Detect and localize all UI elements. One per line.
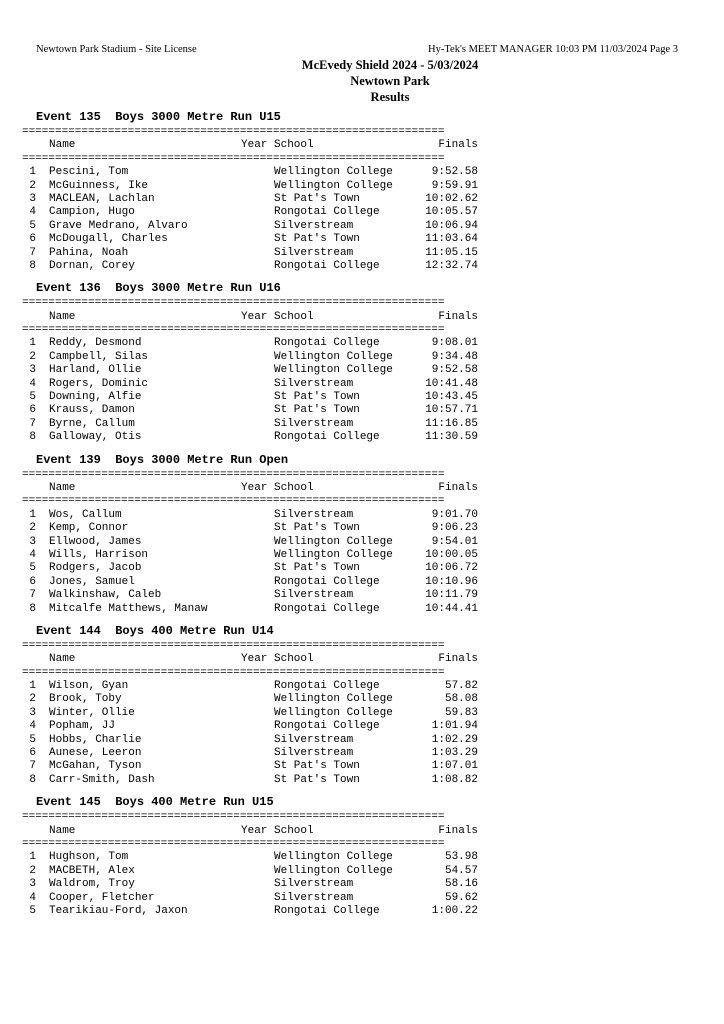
result-row	[22, 193, 478, 206]
result-row	[22, 576, 478, 589]
place: 1	[29, 851, 36, 864]
place: 8	[29, 602, 36, 615]
school: St Pat's Town	[274, 522, 360, 535]
school: St Pat's Town	[274, 233, 360, 246]
final-time: 1:07.01	[431, 760, 478, 773]
final-time: 1:08.82	[431, 773, 478, 786]
final-time: 11:30.59	[425, 431, 478, 444]
athlete-name: Popham, JJ	[49, 720, 116, 733]
school: Wellington College	[274, 179, 393, 192]
school: Silverstream	[274, 417, 354, 430]
place: 6	[29, 575, 36, 588]
year-header: Year	[241, 653, 268, 666]
result-row	[22, 206, 478, 219]
athlete-name: Waldrom, Troy	[49, 878, 135, 891]
name-header: Name	[49, 653, 76, 666]
result-row	[22, 431, 478, 444]
final-time: 10:57.71	[425, 404, 478, 417]
school: Rongotai College	[274, 259, 380, 272]
place: 1	[29, 680, 36, 693]
athlete-name: Pahina, Noah	[49, 246, 129, 259]
result-row	[22, 720, 478, 733]
athlete-name: Downing, Alfie	[49, 391, 142, 404]
result-row	[22, 166, 478, 179]
school: Silverstream	[274, 246, 354, 259]
year-header: Year	[241, 310, 268, 323]
column-header-row	[22, 653, 478, 666]
place: 1	[29, 166, 36, 179]
event-section	[22, 445, 478, 616]
separator-line: ================================================================	[22, 811, 445, 824]
school: Rongotai College	[274, 337, 380, 350]
separator-line: ================================================================	[22, 152, 445, 165]
athlete-name: Campion, Hugo	[49, 206, 135, 219]
school: Wellington College	[274, 693, 393, 706]
result-row	[22, 536, 478, 549]
venue-title: Newtown Park	[350, 74, 430, 88]
athlete-name: Rodgers, Jacob	[49, 562, 142, 575]
result-row	[22, 760, 478, 773]
final-time: 9:52.58	[431, 364, 478, 377]
final-time: 10:43.45	[425, 391, 478, 404]
place: 5	[29, 733, 36, 746]
athlete-name: Rogers, Dominic	[49, 377, 149, 390]
place: 2	[29, 522, 36, 535]
result-row	[22, 233, 478, 246]
school: Wellington College	[274, 364, 393, 377]
final-time: 1:00.22	[431, 904, 478, 917]
event-section	[22, 616, 478, 787]
place: 7	[29, 760, 36, 773]
place: 2	[29, 693, 36, 706]
final-time: 9:52.58	[431, 166, 478, 179]
result-row	[22, 734, 478, 747]
event-section	[22, 787, 478, 918]
event-title: Event 139 Boys 3000 Metre Run Open	[36, 452, 289, 467]
result-row	[22, 260, 478, 273]
place: 7	[29, 246, 36, 259]
school-header: School	[274, 481, 314, 494]
place: 3	[29, 364, 36, 377]
final-time: 59.83	[444, 706, 478, 719]
final-time: 10:02.62	[425, 192, 478, 205]
school-header: School	[274, 824, 314, 837]
column-header-row	[22, 139, 478, 152]
result-row	[22, 680, 478, 693]
school: Rongotai College	[274, 206, 380, 219]
school-header: School	[274, 653, 314, 666]
place: 4	[29, 720, 36, 733]
place: 7	[29, 589, 36, 602]
year-header: Year	[241, 824, 268, 837]
athlete-name: Carr-Smith, Dash	[49, 773, 155, 786]
final-time: 11:16.85	[425, 417, 478, 430]
finals-header: Finals	[438, 653, 478, 666]
school: St Pat's Town	[274, 760, 360, 773]
finals-header: Finals	[438, 310, 478, 323]
school: Silverstream	[274, 878, 354, 891]
final-time: 10:11.79	[425, 589, 478, 602]
athlete-name: Winter, Ollie	[49, 706, 135, 719]
name-header: Name	[49, 310, 76, 323]
athlete-name: Wills, Harrison	[49, 548, 149, 561]
athlete-name: Dornan, Corey	[49, 259, 135, 272]
place: 5	[29, 562, 36, 575]
athlete-name: Hughson, Tom	[49, 851, 129, 864]
result-row	[22, 351, 478, 364]
school: St Pat's Town	[274, 391, 360, 404]
result-row	[22, 404, 478, 417]
final-time: 58.16	[444, 878, 478, 891]
place: 1	[29, 508, 36, 521]
result-row	[22, 247, 478, 260]
separator-line: ================================================================	[22, 837, 445, 850]
athlete-name: Byrne, Callum	[49, 417, 135, 430]
column-header-row	[22, 825, 478, 838]
meet-title: McEvedy Shield 2024 - 5/03/2024	[301, 58, 479, 72]
place: 5	[29, 219, 36, 232]
athlete-name: Wos, Callum	[49, 508, 122, 521]
finals-header: Finals	[438, 139, 478, 152]
result-row	[22, 693, 478, 706]
athlete-name: Walkinshaw, Caleb	[49, 589, 162, 602]
school-header: School	[274, 310, 314, 323]
school: Wellington College	[274, 535, 393, 548]
school: Wellington College	[274, 864, 393, 877]
place: 8	[29, 431, 36, 444]
separator-line: ================================================================	[22, 495, 445, 508]
place: 3	[29, 192, 36, 205]
event-section	[22, 273, 478, 444]
school: Wellington College	[274, 706, 393, 719]
result-row	[22, 509, 478, 522]
place: 3	[29, 706, 36, 719]
result-row	[22, 774, 478, 787]
place: 6	[29, 747, 36, 760]
athlete-name: Grave Medrano, Alvaro	[49, 219, 188, 232]
separator-line: ================================================================	[22, 324, 445, 337]
name-header: Name	[49, 824, 76, 837]
result-row	[22, 418, 478, 431]
place: 3	[29, 535, 36, 548]
result-row	[22, 905, 478, 918]
finals-header: Finals	[438, 481, 478, 494]
year-header: Year	[241, 481, 268, 494]
meet-manager-header: Hy-Tek's MEET MANAGER 10:03 PM 11/03/2024 Page 3	[428, 44, 678, 55]
school: Rongotai College	[274, 431, 380, 444]
final-time: 10:41.48	[425, 377, 478, 390]
athlete-name: Ellwood, James	[49, 535, 142, 548]
place: 6	[29, 404, 36, 417]
school: Rongotai College	[274, 720, 380, 733]
athlete-name: Kemp, Connor	[49, 522, 129, 535]
separator-line: ================================================================	[22, 639, 445, 652]
name-header: Name	[49, 139, 76, 152]
final-time: 10:00.05	[425, 548, 478, 561]
result-row	[22, 851, 478, 864]
school-header: School	[274, 139, 314, 152]
school: St Pat's Town	[274, 404, 360, 417]
results-title: Results	[370, 90, 410, 104]
athlete-name: Hobbs, Charlie	[49, 733, 142, 746]
event-title: Event 144 Boys 400 Metre Run U14	[36, 623, 274, 638]
place: 5	[29, 391, 36, 404]
school: Wellington College	[274, 166, 393, 179]
final-time: 10:06.72	[425, 562, 478, 575]
final-time: 53.98	[444, 851, 478, 864]
final-time: 1:01.94	[431, 720, 478, 733]
school: Rongotai College	[274, 575, 380, 588]
school: Rongotai College	[274, 602, 380, 615]
place: 4	[29, 548, 36, 561]
separator-line: ================================================================	[22, 666, 445, 679]
final-time: 9:06.23	[431, 522, 478, 535]
final-time: 1:02.29	[431, 733, 478, 746]
final-time: 9:01.70	[431, 508, 478, 521]
result-row	[22, 892, 478, 905]
result-row	[22, 220, 478, 233]
final-time: 9:59.91	[431, 179, 478, 192]
athlete-name: MACBETH, Alex	[49, 864, 135, 877]
school: Silverstream	[274, 377, 354, 390]
result-row	[22, 180, 478, 193]
column-header-row	[22, 482, 478, 495]
final-time: 11:03.64	[425, 233, 478, 246]
place: 4	[29, 891, 36, 904]
place: 8	[29, 259, 36, 272]
athlete-name: Cooper, Fletcher	[49, 891, 155, 904]
final-time: 9:54.01	[431, 535, 478, 548]
result-row	[22, 337, 478, 350]
school: Rongotai College	[274, 680, 380, 693]
school: Silverstream	[274, 891, 354, 904]
year-header: Year	[241, 139, 268, 152]
final-time: 57.82	[444, 680, 478, 693]
school: Silverstream	[274, 508, 354, 521]
school: Silverstream	[274, 733, 354, 746]
school: Silverstream	[274, 219, 354, 232]
place: 2	[29, 179, 36, 192]
final-time: 58.08	[444, 693, 478, 706]
place: 5	[29, 904, 36, 917]
final-time: 11:05.15	[425, 246, 478, 259]
place: 4	[29, 206, 36, 219]
athlete-name: Jones, Samuel	[49, 575, 135, 588]
event-title: Event 136 Boys 3000 Metre Run U16	[36, 281, 281, 296]
athlete-name: Pescini, Tom	[49, 166, 129, 179]
result-row	[22, 378, 478, 391]
place: 1	[29, 337, 36, 350]
athlete-name: Campbell, Silas	[49, 350, 149, 363]
final-time: 10:10.96	[425, 575, 478, 588]
final-time: 12:32.74	[425, 259, 478, 272]
final-time: 59.62	[444, 891, 478, 904]
result-row	[22, 522, 478, 535]
final-time: 1:03.29	[431, 747, 478, 760]
result-row	[22, 549, 478, 562]
athlete-name: Tearikiau-Ford, Jaxon	[49, 904, 188, 917]
school: Silverstream	[274, 589, 354, 602]
result-row	[22, 562, 478, 575]
column-header-row	[22, 311, 478, 324]
school: St Pat's Town	[274, 192, 360, 205]
place: 7	[29, 417, 36, 430]
athlete-name: Harland, Ollie	[49, 364, 142, 377]
result-row	[22, 747, 478, 760]
place: 2	[29, 864, 36, 877]
final-time: 10:44.41	[425, 602, 478, 615]
place: 3	[29, 878, 36, 891]
separator-line: ================================================================	[22, 297, 445, 310]
separator-line: ================================================================	[22, 126, 445, 138]
place: 8	[29, 773, 36, 786]
result-row	[22, 589, 478, 602]
place: 2	[29, 350, 36, 363]
finals-header: Finals	[438, 824, 478, 837]
final-time: 54.57	[444, 864, 478, 877]
final-time: 9:08.01	[431, 337, 478, 350]
final-time: 10:05.57	[425, 206, 478, 219]
result-row	[22, 865, 478, 878]
event-section	[22, 108, 478, 273]
school: Wellington College	[274, 548, 393, 561]
athlete-name: MACLEAN, Lachlan	[49, 192, 155, 205]
result-row	[22, 391, 478, 404]
athlete-name: Krauss, Damon	[49, 404, 135, 417]
school: Silverstream	[274, 747, 354, 760]
athlete-name: Aunese, Leeron	[49, 747, 142, 760]
athlete-name: Galloway, Otis	[49, 431, 142, 444]
school: Wellington College	[274, 350, 393, 363]
event-title: Event 145 Boys 400 Metre Run U15	[36, 795, 274, 810]
place: 6	[29, 233, 36, 246]
school: Wellington College	[274, 851, 393, 864]
separator-line: ================================================================	[22, 468, 445, 481]
result-row	[22, 707, 478, 720]
athlete-name: Reddy, Desmond	[49, 337, 142, 350]
result-row	[22, 364, 478, 377]
event-title: Event 135 Boys 3000 Metre Run U15	[36, 110, 281, 124]
athlete-name: McGuinness, Ike	[49, 179, 149, 192]
athlete-name: Brook, Toby	[49, 693, 122, 706]
result-row	[22, 878, 478, 891]
school: St Pat's Town	[274, 562, 360, 575]
school: St Pat's Town	[274, 773, 360, 786]
athlete-name: Wilson, Gyan	[49, 680, 129, 693]
result-row	[22, 603, 478, 616]
athlete-name: McGahan, Tyson	[49, 760, 142, 773]
place: 4	[29, 377, 36, 390]
school: Rongotai College	[274, 904, 380, 917]
athlete-name: McDougall, Charles	[49, 233, 168, 246]
athlete-name: Mitcalfe Matthews, Manaw	[49, 602, 208, 615]
results-list	[22, 108, 478, 918]
final-time: 10:06.94	[425, 219, 478, 232]
final-time: 9:34.48	[431, 350, 478, 363]
name-header: Name	[49, 481, 76, 494]
site-license-header: Newtown Park Stadium - Site License	[36, 44, 197, 55]
